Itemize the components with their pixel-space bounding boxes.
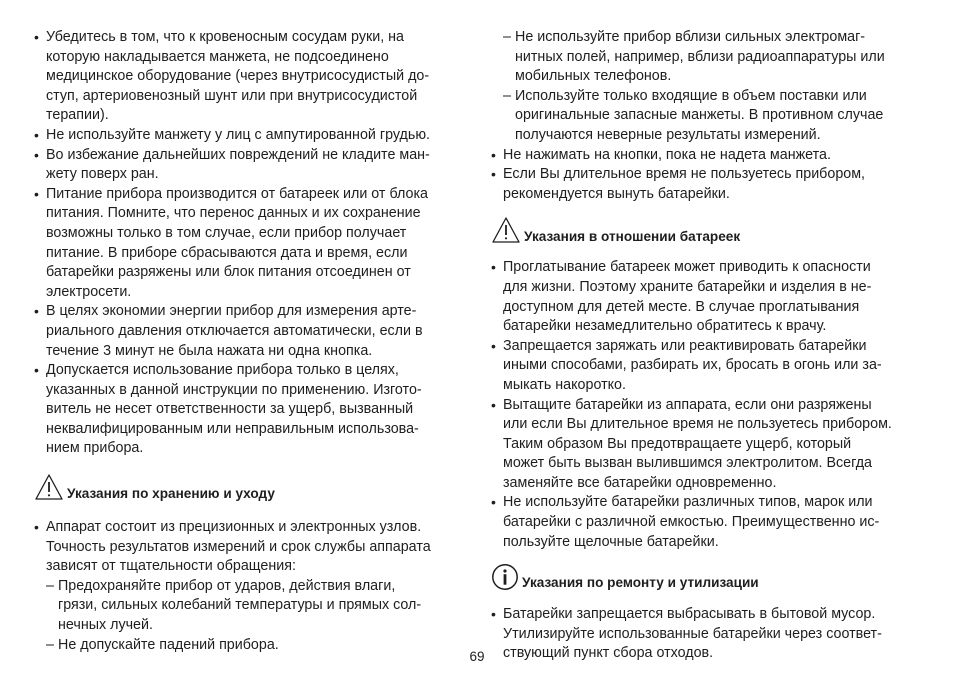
list-item: • Во избежание дальнейших повреждений не кладите ман- жету поверх ран.	[34, 146, 466, 185]
list-item: • Вытащите батарейки из аппарата, если они разряжены или если Вы длительное время не пользуетесь прибором. Таким образом Вы предотвращаете ущерб, который может быть вызван вылившимся электролитом. Всегда заменяйте все батарейки одновременно.	[491, 396, 921, 494]
list-item: • Проглатывание батареек может приводить к опасности для жизни. Поэтому храните батарейки и изделия в не- доступном для детей месте. В случае проглатывания батарейки незамедлительно обратитесь к врачу.	[491, 258, 921, 336]
list-item: • Не используйте манжету у лиц с ампутированной грудью.	[34, 126, 466, 146]
list-item: • Аппарат состоит из прецизионных и электронных узлов.	[34, 518, 466, 538]
page-number: 69	[469, 649, 485, 664]
sub-list-item: – Предохраняйте прибор от ударов, действия влаги, грязи, сильных колебаний температуры и прямых сол- нечных лучей.	[46, 577, 422, 634]
warning-triangle-icon	[491, 216, 521, 249]
section-heading-batteries: Указания в отношении батареек	[491, 216, 921, 249]
list-item: • Если Вы длительное время не пользуетесь прибором, рекомендуется вынуть батарейки.	[491, 165, 921, 204]
sub-list-item: – Не допускайте падений прибора.	[46, 636, 279, 653]
right-column	[491, 28, 921, 664]
list-item: • Запрещается заряжать или реактивировать батарейки иными способами, разбирать их, бросать в огонь или за- мыкать накоротко.	[491, 337, 921, 396]
list-item: • Убедитесь в том, что к кровеносным сосудам руки, на которую накладывается манжета, не подсоединено медицинское оборудование (через внутрисосудистый до- ступ, артериовенозный шунт или при внутрисосудистой терапии).	[34, 28, 466, 126]
section-heading-repair: Указания по ремонту и утилизации	[491, 563, 921, 596]
list-item: • Не нажимать на кнопки, пока не надета манжета.	[491, 146, 921, 166]
list-item: • Батарейки запрещается выбрасывать в бытовой мусор. Утилизируйте использованные батарейки через соответ- ствующий пункт сбора отходов.	[491, 605, 921, 664]
list-item: • Не используйте батарейки различных типов, марок или батарейки с различной емкостью. Преимущественно ис- пользуйте щелочные батарейки.	[491, 493, 921, 552]
sub-list-item: – Используйте только входящие в объем поставки или оригинальные запасные манжеты. В противном случае получаются неверные результаты измерений.	[503, 87, 884, 143]
sub-list-item: – Не используйте прибор вблизи сильных электромаг- нитных полей, например, вблизи радиоаппаратуры или мобильных телефонов.	[503, 29, 885, 85]
warning-triangle-icon	[34, 473, 64, 506]
list-item: • В целях экономии энергии прибор для измерения арте- риального давления отключается автоматически, если в течение 3 минут не была нажата ни одна кнопка.	[34, 302, 466, 361]
section-heading-storage: Указания по хранению и уходу	[34, 473, 466, 506]
list-item-continuation: Точность результатов измерений и срок службы аппарата зависят от тщательности обращения:	[46, 538, 431, 575]
list-item: • Питание прибора производится от батареек или от блока питания. Помните, что перенос данных и их сохранение возможны только в том случае, если прибор получает питание. В приборе сбрасываются дата и время, если батарейки разряжены или блок питания отсоединен от электросети.	[34, 185, 466, 303]
left-column	[34, 28, 466, 655]
list-item: • Допускается использование прибора только в целях, указанных в данной инструкции по применению. Изгото- витель не несет ответственности за ущерб, вызванный неквалифицированным или неправильным использова- нием прибора.	[34, 361, 466, 459]
info-circle-icon	[491, 563, 519, 596]
